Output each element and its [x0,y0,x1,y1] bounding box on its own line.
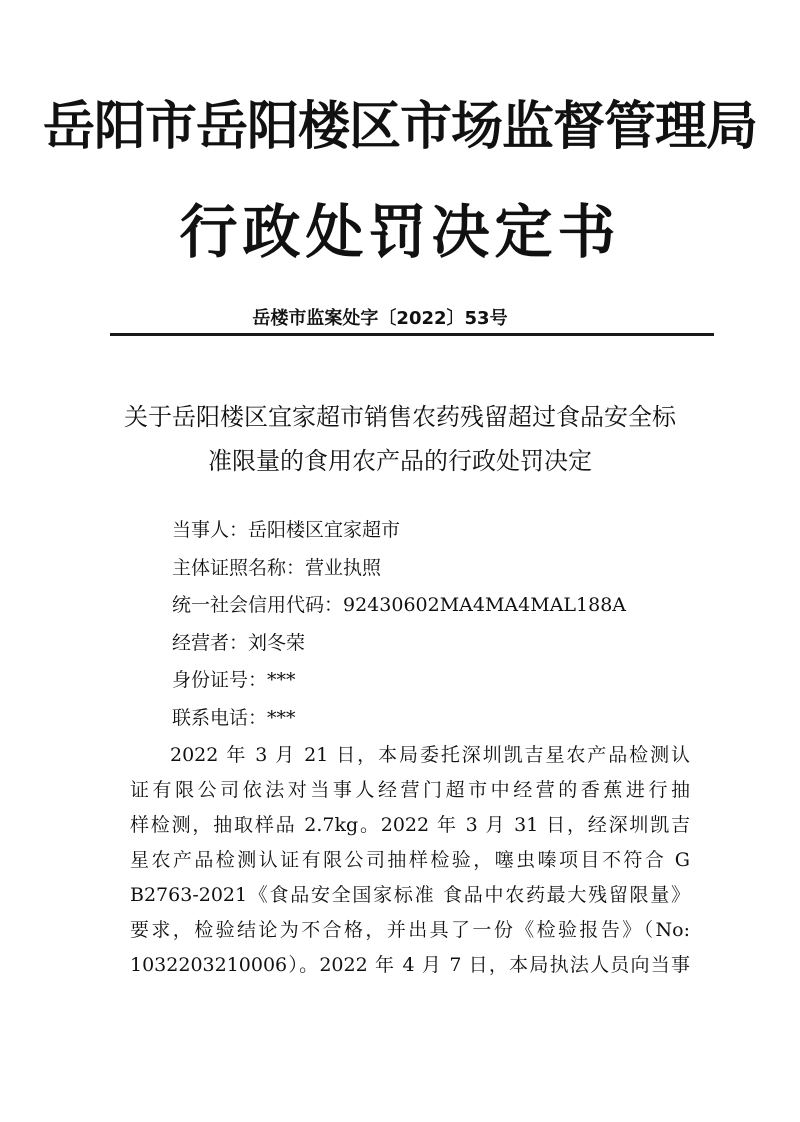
decision-title-line-1: 关于岳阳楼区宜家超市销售农药残留超过食品安全标 [124,403,676,431]
decision-title-line-2: 准限量的食用农产品的行政处罚决定 [208,447,592,475]
body-line: B2763-2021《食品安全国家标准 食品中农药最大残留限量》 [130,884,690,906]
party-info [172,512,626,737]
body-line: 样检测，抽取样品 2.7kg。2022 年 3 月 31 日，经深圳凯吉 [130,814,690,836]
body-line: 星农产品检测认证有限公司抽样检验，噻虫嗪项目不符合 G [130,849,690,871]
party-operator: 经营者：刘冬荣 [172,631,306,654]
decision-title [100,395,700,483]
body-line: 2022 年 3 月 21 日，本局委托深圳凯吉星农产品检测认 [170,744,690,766]
body-line: 证有限公司依法对当事人经营门超市中经营的香蕉进行抽 [130,779,690,801]
party-id-number: 身份证号：*** [172,669,296,691]
body-line: 1032203210006）。2022 年 4 月 7 日，本局执法人员向当事 [130,954,690,976]
body-line: 要求，检验结论为不合格，并出具了一份《检验报告》（No: [130,919,690,941]
agency-name: 岳阳市岳阳楼区市场监督管理局 [42,97,757,157]
party-name: 当事人：岳阳楼区宜家超市 [172,519,401,541]
document-type-title: 行政处罚决定书 [179,198,621,266]
document-number: 岳楼市监案处字〔2022〕53号 [252,308,508,329]
header-divider [110,333,714,336]
body-paragraph [130,738,690,983]
party-phone: 联系电话：*** [172,706,296,729]
party-credit-code: 统一社会信用代码：92430602MA4MA4MAL188A [172,594,627,616]
party-license-type: 主体证照名称：营业执照 [172,556,382,579]
